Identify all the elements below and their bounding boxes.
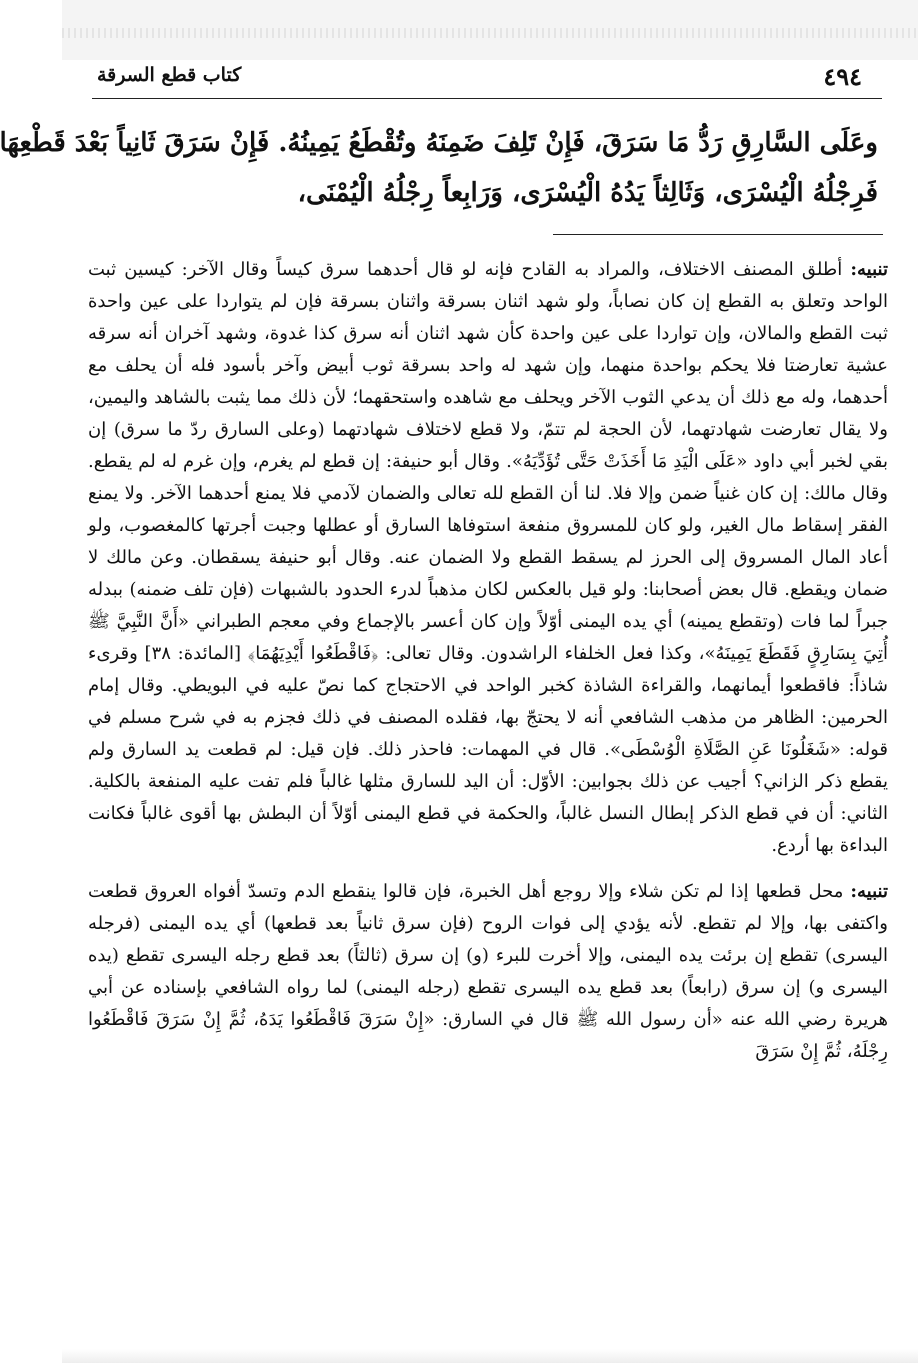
page-number: ٤٩٤ (823, 62, 862, 91)
commentary-paragraph (88, 876, 888, 1068)
commentary-block (88, 254, 888, 1068)
note-heading: تنبيه: (850, 881, 888, 902)
paragraph-text: أطلق المصنف الاختلاف، والمراد به القادح فإنه لو قال أحدهما سرق كيساً وقال الآخر: كيسين ثبت الواحد وتعلق به القطع إن كان نصاباً، ولو شهد اثنان بسرقة واثنان بسرقة فإن لم يتواردا على عين واحدة ثبت القطع والمالان، وإن تواردا على عين واحدة كأن شهد اثنان أنه سرق كذا غدوة، وشهد آخران أنه سرقه عشية تعارضتا فلا يحكم بواحدة منهما، وإن شهد له واحد بسرقة ثوب أبيض وآخر بأسود فله أن يحلف مع أحدهما، وله مع ذلك أن يدعي الثوب الآخر ويحلف مع شاهده واستحقهما؛ لأن ذلك مما يثبت بالشاهد واليمين، ولا يقال تعارضت شهادتهما، لأن الحجة لم تتمّ، ولا قطع لاختلاف شهادتهما (وعلى السارق ردّ ما سرق) إن بقي لخبر أبي داود «عَلَى الْيَدِ مَا أَخَذَتْ حَتَّى تُؤَدِّيَهُ». وقال أبو حنيفة: إن قطع لم يغرم، وإن غرم له لم يقطع. وقال مالك: إن كان غنياً ضمن وإلا فلا. لنا أن القطع لله تعالى والضمان لآدمي فلا يمنع أحدهما الآخر. ولا يمنع الفقر إسقاط مال الغير، ولو كان للمسروق منفعة استوفاها السارق أو عطلها وجبت أجرتها كالمغصوب، ولو أعاد المال المسروق إلى الحرز لم يسقط القطع ولا الضمان عنه. وقال أبو حنيفة يسقطان. وعن مالك لا ضمان ويقطع. قال بعض أصحابنا: ولو قيل بالعكس لكان مذهباً لدرء الحدود بالشبهات (فإن تلف ضمنه) ببدله جبراً لما فات (وتقطع يمينه) أي يده اليمنى أوّلاً وإن كان أعسر بالإجماع وفي معجم الطبراني «أَنَّ النَّبِيَّ ﷺ أُتِيَ بِسَارِقٍ فَقَطَعَ يَمِينَهُ»، وكذا فعل الخلفاء الراشدون. وقال تعالى: ﴿فَاقْطَعُوا أَيْدِيَهُمَا﴾ [المائدة: ٣٨] وقرىء شاذاً: فاقطعوا أيمانهما، والقراءة الشاذة كخبر الواحد في الاحتجاج كما نصّ عليه في البويطي. وقال إمام الحرمين: الظاهر من مذهب الشافعي أنه لا يحتجّ بها، فقلده المصنف في ذلك فجزم به في شرح مسلم في قوله: «شَغَلُونَا عَنِ الصَّلَاةِ الْوُسْطَى». قال في المهمات: فاحذر ذلك. فإن قيل: لم قطعت يد السارق ولم يقطع ذكر الزاني؟ أجيب عن ذلك بجوابين: الأوّل: أن اليد للسارق مثلها غالباً فلم تفت عليه المنفعة بالكلية. الثاني: أن في قطع الذكر إبطال النسل غالباً، والحكمة في قطع اليمنى أوّلاً أن البطش بها أقوى غالباً فكانت البداءة بها أردع. (88, 259, 888, 856)
running-title: كتاب قطع السرقة (97, 64, 242, 86)
main-text-line: وعَلَى السَّارِقِ رَدُّ مَا سَرَقَ، فَإِنْ تَلِفَ ضَمِنَهُ وتُقْطَعُ يَمِينُهُ. فَإِنْ سَرَقَ ثَانِياً بَعْدَ قَطْعِهَا (0, 128, 878, 158)
main-text-line: فَرِجْلُهُ الْيُسْرَى، وَثَالِثاً يَدُهُ الْيُسْرَى، وَرَابِعاً رِجْلُهُ الْيُمْنَى، (297, 178, 878, 208)
scan-margin-top (62, 0, 918, 60)
main-text (0, 118, 878, 218)
scan-margin-bottom (62, 1349, 918, 1363)
page-header (92, 56, 882, 99)
paragraph-text: محل قطعها إذا لم تكن شلاء وإلا روجع أهل الخبرة، فإن قالوا ينقطع الدم وتسدّ أفواه العروق قطعت واكتفى بها، وإلا لم تقطع. لأنه يؤدي إلى فوات الروح (فإن سرق ثانياً بعد قطعها) أي يده اليمنى (فرجله اليسرى) تقطع إن برئت يده اليمنى، وإلا أخرت للبرء (و) إن سرق (ثالثاً) بعد قطع رجله اليسرى تقطع (يده اليسرى و) إن سرق (رابعاً) بعد قطع يده اليسرى تقطع (رجله اليمنى) لما رواه الشافعي بإسناده عن أبي هريرة رضي الله عنه «أن رسول الله ﷺ قال في السارق: «إِنْ سَرَقَ فَاقْطَعُوا يَدَهُ، ثُمَّ إِنْ سَرَقَ فَاقْطَعُوا رِجْلَهُ، ثُمَّ إِنْ سَرَقَ (88, 881, 888, 1062)
commentary-paragraph (88, 254, 888, 862)
note-heading: تنبيه: (850, 259, 888, 280)
footnote-divider (553, 234, 883, 235)
